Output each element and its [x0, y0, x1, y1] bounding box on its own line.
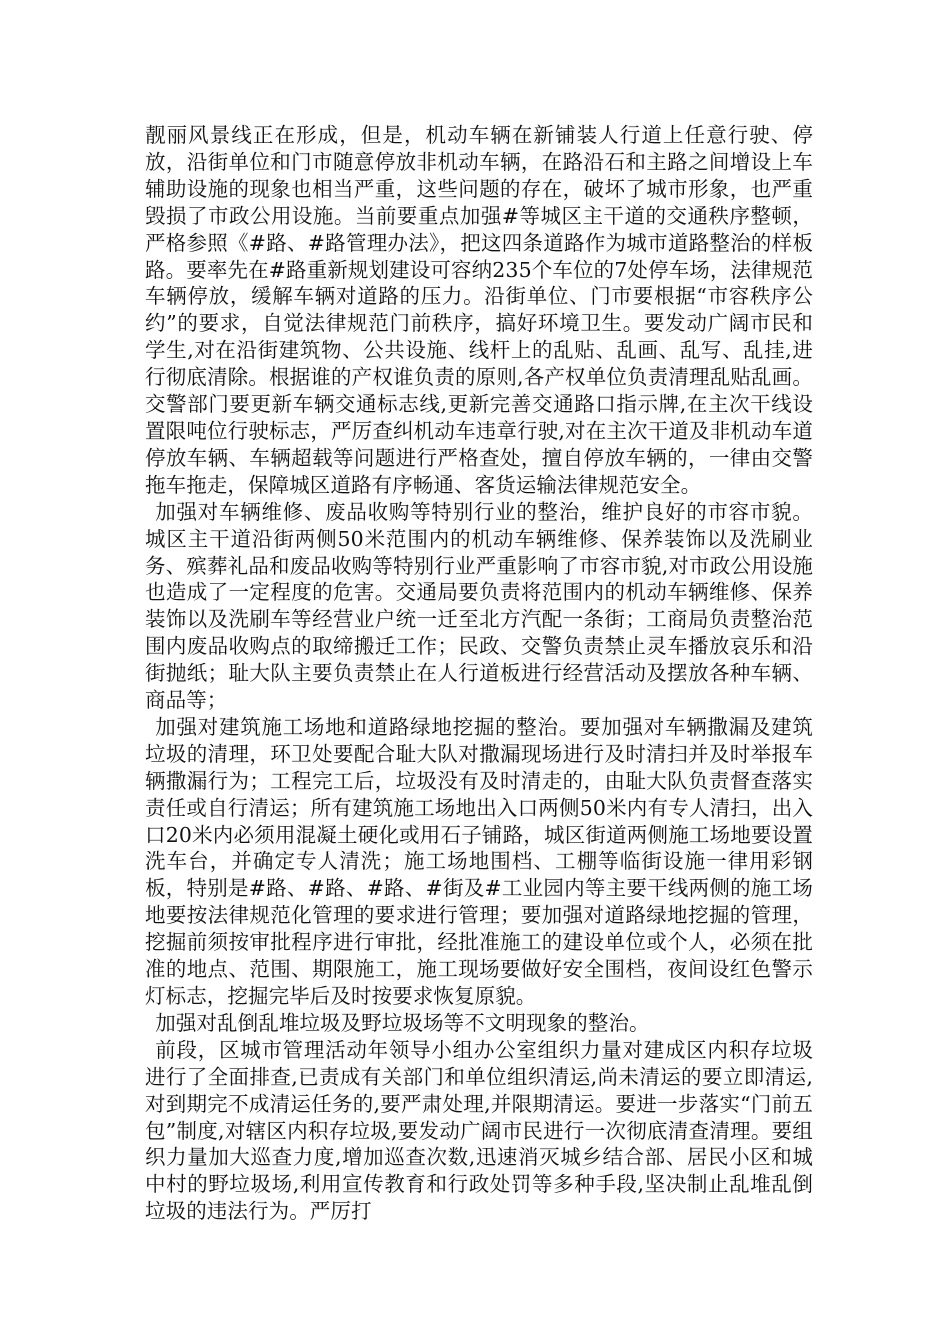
- paragraph-vehicle-repair: 加强对车辆维修、废品收购等特别行业的整治，维护良好的市容市貌。城区主干道沿街两侧50米范围内的机动车辆维修、保养装饰以及洗刷业务、殡葬礼品和废品收购等特别行业严重影响了市容市貌,对市政公用设施也造成了一定程度的危害。交通局要负责将范围内的机动车辆维修、保养装饰以及洗刷车等经营业户统一迁至北方汽配一条街；工商局负责整治范围内废品收购点的取缔搬迁工作；民政、交警负责禁止灵车播放哀乐和沿街抛纸；耻大队主要负责禁止在人行道板进行经营活动及摆放各种车辆、商品等；: [145, 499, 813, 713]
- paragraph-traffic-order: 靓丽风景线正在形成，但是，机动车辆在新铺装人行道上任意行驶、停放，沿街单位和门市随意停放非机动车辆，在路沿石和主路之间增设上车辅助设施的现象也相当严重，这些问题的存在，破坏了城市形象，也严重毁损了市政公用设施。当前要重点加强#等城区主干道的交通秩序整顿，严格参照《#路、#路管理办法》，把这四条道路作为城市道路整治的样板路。要率先在#路重新规划建设可容纳235个车位的7处停车场，法律规范车辆停放，缓解车辆对道路的压力。沿街单位、门市要根据“市容秩序公约”的要求，自觉法律规范门前秩序，搞好环境卫生。要发动广阔市民和学生,对在沿街建筑物、公共设施、线杆上的乱贴、乱画、乱写、乱挂,进行彻底清除。根据谁的产权谁负责的原则,各产权单位负责清理乱贴乱画。交警部门要更新车辆交通标志线,更新完善交通路口指示牌,在主次干线设置限吨位行驶标志，严厉查纠机动车违章行驶,对在主次干道及非机动车道停放车辆、车辆超载等问题进行严格查处，擅自停放车辆的，一律由交警拖车拖走，保障城区道路有序畅通、客货运输法律规范安全。: [145, 123, 813, 497]
- document-body: [145, 122, 813, 1225]
- paragraph-construction-sites: 加强对建筑施工场地和道路绿地挖掘的整治。要加强对车辆撒漏及建筑垃圾的清理，环卫处要配合耻大队对撒漏现场进行及时清扫并及时举报车辆撒漏行为；工程完工后，垃圾没有及时清走的，由耻大队负责督查落实责任或自行清运；所有建筑施工场地出入口两侧50米内有专人清扫，出入口20米内必须用混凝土硬化或用石子铺路，城区街道两侧施工场地要设置洗车台，并确定专人清洗；施工场地围档、工棚等临街设施一律用彩钢板，特别是#路、#路、#路、#街及#工业园内等主要干线两侧的施工场地要按法律规范化管理的要求进行管理；要加强对道路绿地挖掘的管理，挖掘前须按审批程序进行审批，经批准施工的建设单位或个人，必须在批准的地点、范围、期限施工，施工现场要做好安全围档，夜间设红色警示灯标志，挖掘完毕后及时按要求恢复原貌。: [145, 714, 813, 1008]
- paragraph-garbage-heading: 加强对乱倒乱堆垃圾及野垃圾场等不文明现象的整治。: [155, 1010, 650, 1035]
- paragraph-garbage-cleanup: 前段，区城市管理活动年领导小组办公室组织力量对建成区内积存垃圾进行了全面排查,已责成有关部门和单位组织清运,尚未清运的要立即清运,对到期完不成清运任务的,要严肃处理,并限期清运。要进一步落实“门前五包”制度,对辖区内积存垃圾,要发动广阔市民进行一次彻底清查清理。要组织力量加大巡查力度,增加巡查次数,迅速消灭城乡结合部、居民小区和城中村的野垃圾场,利用宣传教育和行政处罚等多种手段,坚决制止乱堆乱倒垃圾的违法行为。严厉打: [145, 1037, 813, 1224]
